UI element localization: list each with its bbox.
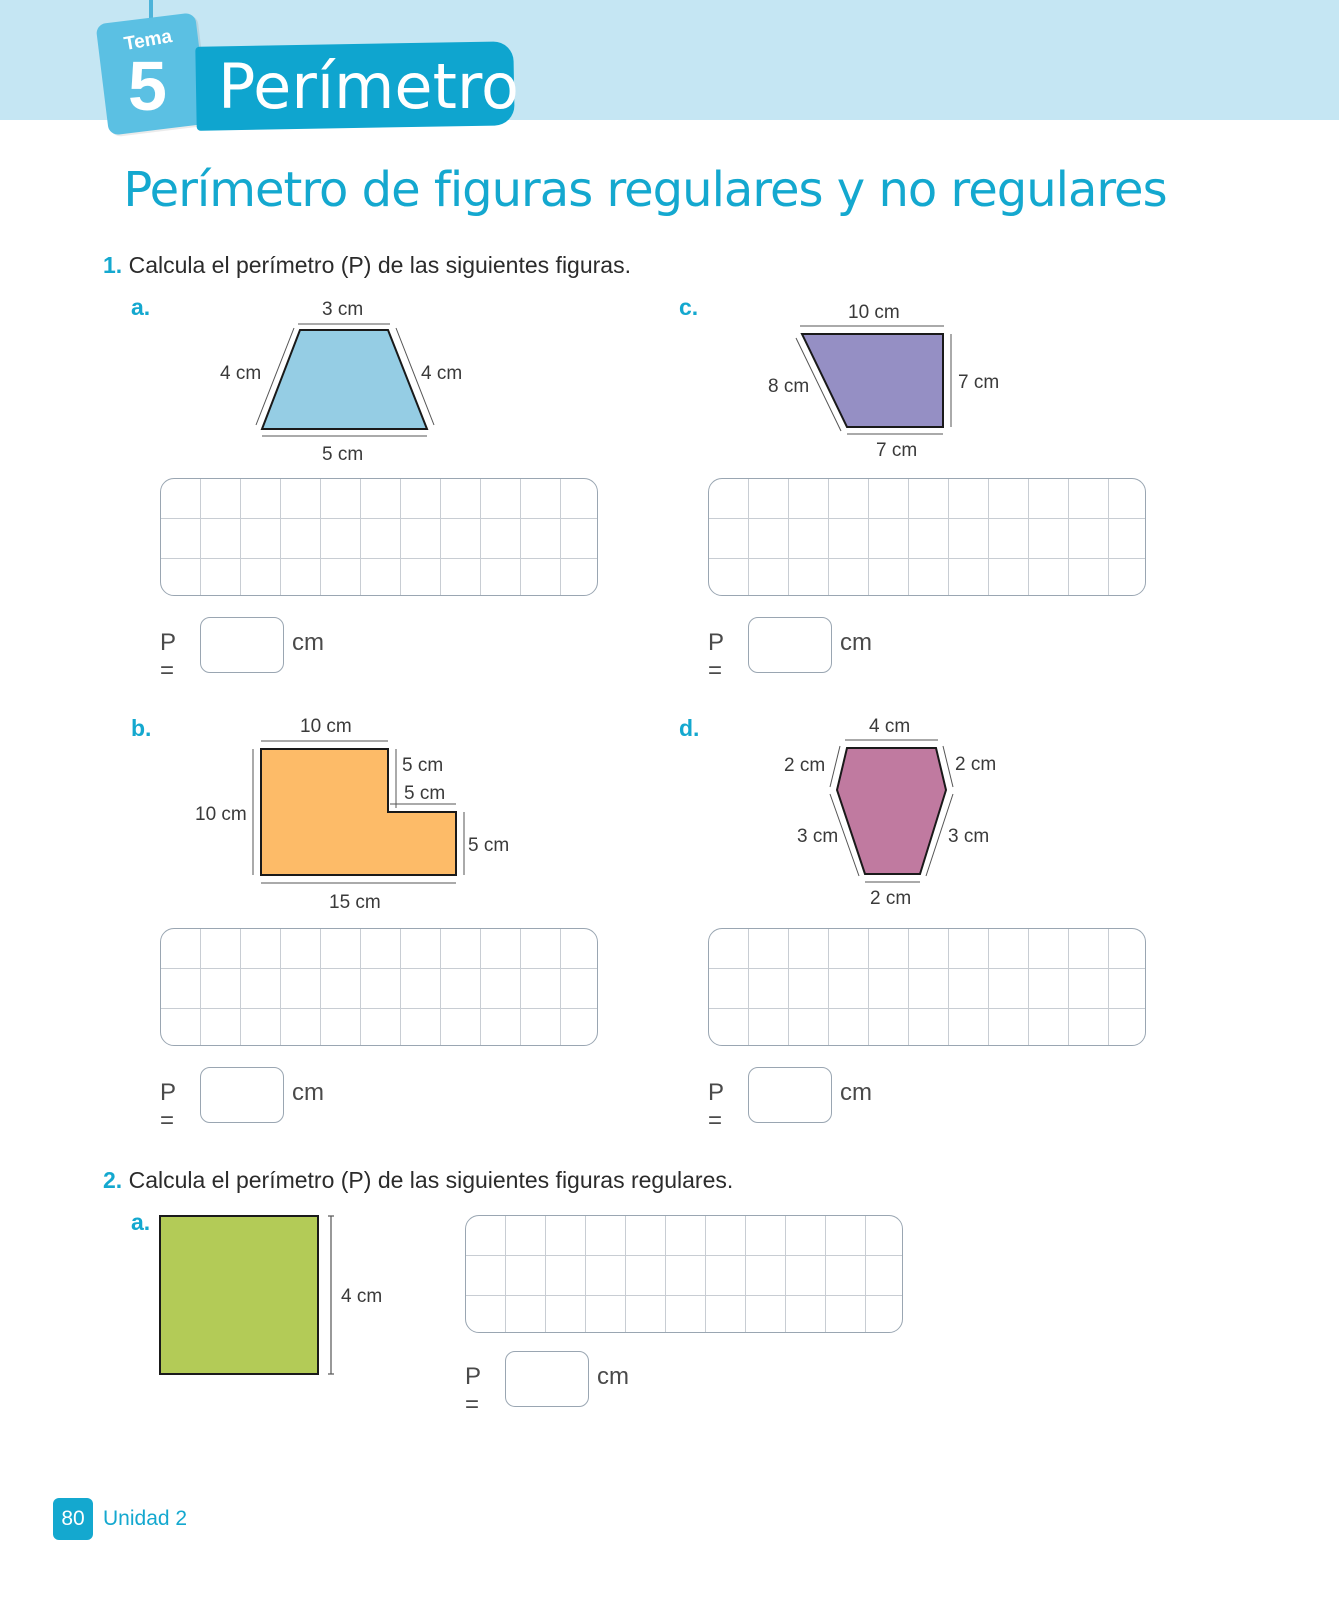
figure-1a-trapezoid [200,290,500,480]
answer-input-1a[interactable] [200,617,284,673]
work-grid-1d[interactable] [708,928,1146,1046]
label-1b-step-vertical: 5 cm [402,755,444,776]
label-1d-lower-left: 3 cm [797,826,839,847]
hexagon-shape [837,748,946,874]
answer-unit: cm [840,629,872,656]
figure-1c-quadrilateral [760,290,1030,480]
answer-p-label: P = [160,629,176,684]
label-1d-upper-right: 2 cm [955,754,997,775]
label-1b-step-horizontal: 5 cm [404,783,446,804]
label-1a-bottom: 5 cm [322,444,364,465]
label-1d-bottom: 2 cm [870,888,912,909]
answer-input-1c[interactable] [748,617,832,673]
answer-unit: cm [292,1079,324,1106]
answer-p-label: P = [708,1079,724,1134]
figure-1b-l-shape [190,710,530,925]
answer-p-label: P = [708,629,724,684]
tema-label: Tema [122,25,174,56]
work-grid-1a[interactable] [160,478,598,596]
item-1a-letter: a. [131,294,151,320]
figure-2a-square [150,1205,410,1390]
answer-input-2a[interactable] [505,1351,589,1407]
label-1b-bottom: 15 cm [329,892,381,913]
exercise-1-instruction: Calcula el perímetro (P) de las siguientes figuras. [128,252,631,278]
exercise-2-number: 2. [103,1167,123,1193]
answer-p-label: P = [465,1363,481,1418]
unit-label: Unidad 2 [103,1507,188,1530]
label-1c-left: 8 cm [768,376,810,397]
exercise-1-title [103,252,631,279]
page-title: Perímetro [218,50,519,123]
answer-p-label: P = [160,1079,176,1134]
answer-input-1d[interactable] [748,1067,832,1123]
section-subtitle: Perímetro de figuras regulares y no regulares [123,162,1167,218]
label-1b-left: 10 cm [195,804,247,825]
label-2a-side: 4 cm [341,1286,383,1307]
label-1c-top: 10 cm [848,302,900,323]
label-1a-right: 4 cm [421,363,463,384]
item-1b-letter: b. [131,715,152,741]
answer-input-1b[interactable] [200,1067,284,1123]
item-1d-letter: d. [679,715,700,741]
work-grid-1c[interactable] [708,478,1146,596]
exercise-1-number: 1. [103,252,123,278]
label-1d-upper-left: 2 cm [784,755,826,776]
label-1d-top: 4 cm [869,716,911,737]
quadrilateral-shape [802,334,943,427]
label-1c-bottom: 7 cm [876,440,918,461]
item-1c-letter: c. [679,294,699,320]
answer-unit: cm [292,629,324,656]
exercise-2-instruction: Calcula el perímetro (P) de las siguientes figuras regulares. [128,1167,734,1193]
work-grid-2a[interactable] [465,1215,903,1333]
label-1d-lower-right: 3 cm [948,826,990,847]
label-1b-right: 5 cm [468,835,510,856]
square-shape [160,1216,318,1374]
label-1c-right: 7 cm [958,372,1000,393]
label-1a-left: 4 cm [220,363,262,384]
answer-unit: cm [840,1079,872,1106]
label-1a-top: 3 cm [322,299,364,320]
label-1b-top: 10 cm [300,716,352,737]
figure-1d-hexagon [770,710,1020,915]
exercise-2-title [103,1167,733,1194]
work-grid-1b[interactable] [160,928,598,1046]
answer-unit: cm [597,1363,629,1390]
item-2a-letter: a. [131,1209,151,1235]
page-number: 80 [53,1498,93,1540]
tema-number: 5 [128,47,167,125]
